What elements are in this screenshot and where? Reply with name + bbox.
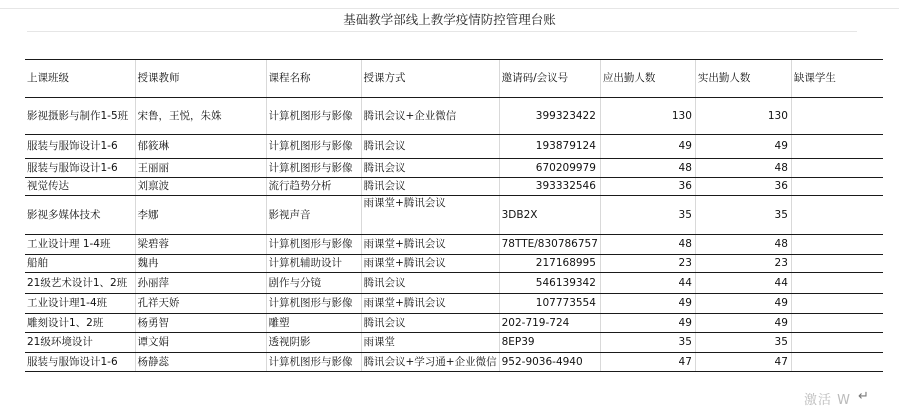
cell-expected-attendance[interactable]: 49 xyxy=(600,135,695,159)
cell-teacher[interactable]: 孔祥天娇 xyxy=(135,294,266,314)
cell-class[interactable]: 服装与服饰设计1-6 xyxy=(25,135,135,159)
cell-method[interactable]: 雨课堂+腾讯会议 xyxy=(361,294,499,314)
cell-absent-students[interactable] xyxy=(791,273,883,294)
cell-actual-attendance[interactable]: 47 xyxy=(695,353,791,372)
table-header-row xyxy=(25,60,883,98)
cell-actual-attendance[interactable]: 49 xyxy=(695,135,791,159)
column-header-expected-attendance: 应出勤人数 xyxy=(600,60,695,98)
cell-expected-attendance[interactable]: 44 xyxy=(600,273,695,294)
cell-invite-code[interactable]: 952-9036-4940 xyxy=(499,353,600,372)
cell-method[interactable]: 腾讯会议 xyxy=(361,159,499,178)
table-row xyxy=(25,333,883,353)
cell-actual-attendance[interactable]: 48 xyxy=(695,159,791,178)
cell-class[interactable]: 雕刻设计1、2班 xyxy=(25,314,135,333)
cell-invite-code[interactable]: 107773554 xyxy=(499,294,600,314)
cell-expected-attendance[interactable]: 48 xyxy=(600,159,695,178)
cell-actual-attendance[interactable]: 35 xyxy=(695,333,791,353)
cell-expected-attendance[interactable]: 23 xyxy=(600,255,695,273)
cell-class[interactable]: 船舶 xyxy=(25,255,135,273)
cell-actual-attendance[interactable]: 36 xyxy=(695,178,791,196)
cell-invite-code[interactable]: 202-719-724 xyxy=(499,314,600,333)
paragraph-return-mark: ↵ xyxy=(858,389,869,404)
cell-class[interactable]: 21级环境设计 xyxy=(25,333,135,353)
cell-actual-attendance[interactable]: 35 xyxy=(695,196,791,235)
cell-course[interactable]: 雕塑 xyxy=(266,314,361,333)
column-header-course: 课程名称 xyxy=(266,60,361,98)
cell-class[interactable]: 21级艺术设计1、2班 xyxy=(25,273,135,294)
table-row xyxy=(25,235,883,255)
table-row xyxy=(25,196,883,235)
cell-actual-attendance[interactable]: 49 xyxy=(695,314,791,333)
cell-method[interactable]: 腾讯会议 xyxy=(361,178,499,196)
attendance-ledger-table xyxy=(25,59,883,372)
document-title: 基础教学部线上教学疫情防控管理台账 xyxy=(0,8,899,31)
table-row xyxy=(25,255,883,273)
cell-course[interactable]: 流行趋势分析 xyxy=(266,178,361,196)
cell-course[interactable]: 计算机图形与影像 xyxy=(266,135,361,159)
cell-invite-code[interactable]: 193879124 xyxy=(499,135,600,159)
table-row xyxy=(25,314,883,333)
cell-absent-students[interactable] xyxy=(791,353,883,372)
activation-watermark: 激活 W xyxy=(804,393,851,408)
cell-course[interactable]: 计算机图形与影像 xyxy=(266,353,361,372)
cell-expected-attendance[interactable]: 130 xyxy=(600,98,695,135)
cell-expected-attendance[interactable]: 49 xyxy=(600,314,695,333)
cell-expected-attendance[interactable]: 36 xyxy=(600,178,695,196)
cell-invite-code[interactable]: 8EP39 xyxy=(499,333,600,353)
table-row xyxy=(25,294,883,314)
column-header-class: 上课班级 xyxy=(25,60,135,98)
cell-course[interactable]: 计算机图形与影像 xyxy=(266,98,361,135)
cell-course[interactable]: 剧作与分镜 xyxy=(266,273,361,294)
cell-absent-students[interactable] xyxy=(791,196,883,235)
cell-teacher[interactable]: 杨静蕊 xyxy=(135,353,266,372)
title-divider xyxy=(27,31,857,32)
cell-expected-attendance[interactable]: 35 xyxy=(600,333,695,353)
cell-expected-attendance[interactable]: 47 xyxy=(600,353,695,372)
cell-method[interactable]: 雨课堂+腾讯会议 xyxy=(361,235,499,255)
cell-course[interactable]: 计算机图形与影像 xyxy=(266,159,361,178)
cell-method[interactable]: 腾讯会议 xyxy=(361,273,499,294)
cell-course[interactable]: 透视阴影 xyxy=(266,333,361,353)
column-header-teacher: 授课教师 xyxy=(135,60,266,98)
column-header-method: 授课方式 xyxy=(361,60,499,98)
cell-actual-attendance[interactable]: 44 xyxy=(695,273,791,294)
table-row xyxy=(25,159,883,178)
cell-teacher[interactable]: 李娜 xyxy=(135,196,266,235)
cell-expected-attendance[interactable]: 35 xyxy=(600,196,695,235)
cell-teacher[interactable]: 孙丽萍 xyxy=(135,273,266,294)
cell-absent-students[interactable] xyxy=(791,294,883,314)
cell-invite-code[interactable]: 546139342 xyxy=(499,273,600,294)
cell-actual-attendance[interactable]: 49 xyxy=(695,294,791,314)
cell-class[interactable]: 影视多媒体技术 xyxy=(25,196,135,235)
cell-invite-code[interactable]: 3DB2X xyxy=(499,196,600,235)
cell-teacher[interactable]: 刘禀波 xyxy=(135,178,266,196)
cell-course[interactable]: 影视声音 xyxy=(266,196,361,235)
cell-expected-attendance[interactable]: 48 xyxy=(600,235,695,255)
cell-absent-students[interactable] xyxy=(791,98,883,135)
cell-absent-students[interactable] xyxy=(791,314,883,333)
cell-method[interactable]: 腾讯会议+企业微信 xyxy=(361,98,499,135)
cell-expected-attendance[interactable]: 49 xyxy=(600,294,695,314)
column-header-actual-attendance: 实出勤人数 xyxy=(695,60,791,98)
cell-method[interactable]: 雨课堂+腾讯会议 xyxy=(361,196,499,235)
cell-class[interactable]: 服装与服饰设计1-6 xyxy=(25,353,135,372)
table-row xyxy=(25,135,883,159)
table-row xyxy=(25,353,883,372)
cell-course[interactable]: 计算机图形与影像 xyxy=(266,294,361,314)
cell-absent-students[interactable] xyxy=(791,159,883,178)
cell-course[interactable]: 计算机图形与影像 xyxy=(266,235,361,255)
column-header-invite-code: 邀请码/会议号 xyxy=(499,60,600,98)
cell-actual-attendance[interactable]: 48 xyxy=(695,235,791,255)
cell-absent-students[interactable] xyxy=(791,178,883,196)
cell-teacher[interactable]: 杨勇智 xyxy=(135,314,266,333)
cell-teacher[interactable]: 郁筱琳 xyxy=(135,135,266,159)
cell-absent-students[interactable] xyxy=(791,333,883,353)
cell-teacher[interactable]: 王丽丽 xyxy=(135,159,266,178)
cell-class[interactable]: 影视摄影与制作1-5班 xyxy=(25,98,135,135)
table-row xyxy=(25,98,883,135)
cell-teacher[interactable]: 谭文娟 xyxy=(135,333,266,353)
cell-class[interactable]: 视觉传达 xyxy=(25,178,135,196)
cell-class[interactable]: 工业设计理 1-4班 xyxy=(25,235,135,255)
cell-method[interactable]: 腾讯会议+学习通+企业微信 xyxy=(361,353,499,372)
cell-method[interactable]: 雨课堂+腾讯会议 xyxy=(361,255,499,273)
cell-absent-students[interactable] xyxy=(791,235,883,255)
cell-actual-attendance[interactable]: 130 xyxy=(695,98,791,135)
cell-class[interactable]: 服装与服饰设计1-6 xyxy=(25,159,135,178)
table-row xyxy=(25,178,883,196)
cell-method[interactable]: 腾讯会议 xyxy=(361,314,499,333)
cell-teacher[interactable]: 宋鲁，王悦，朱姝 xyxy=(135,98,266,135)
cell-invite-code[interactable]: 78TTE/830786757 xyxy=(499,235,600,255)
cell-method[interactable]: 腾讯会议 xyxy=(361,135,499,159)
cell-class[interactable]: 工业设计理1-4班 xyxy=(25,294,135,314)
table-row xyxy=(25,273,883,294)
cell-invite-code[interactable]: 217168995 xyxy=(499,255,600,273)
cell-teacher[interactable]: 魏冉 xyxy=(135,255,266,273)
column-header-absent-students: 缺课学生 xyxy=(791,60,883,98)
cell-method[interactable]: 雨课堂 xyxy=(361,333,499,353)
cell-absent-students[interactable] xyxy=(791,135,883,159)
cell-invite-code[interactable]: 399323422 xyxy=(499,98,600,135)
cell-invite-code[interactable]: 670209979 xyxy=(499,159,600,178)
cell-teacher[interactable]: 梁碧蓉 xyxy=(135,235,266,255)
cell-actual-attendance[interactable]: 23 xyxy=(695,255,791,273)
cell-absent-students[interactable] xyxy=(791,255,883,273)
cell-course[interactable]: 计算机辅助设计 xyxy=(266,255,361,273)
cell-invite-code[interactable]: 393332546 xyxy=(499,178,600,196)
